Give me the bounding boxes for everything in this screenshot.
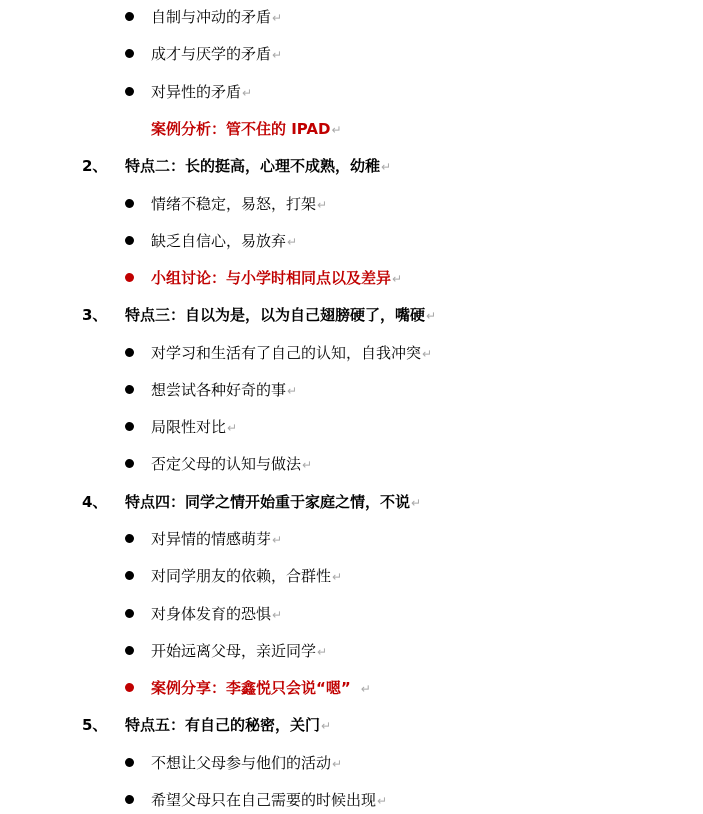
bullet-icon (125, 609, 134, 618)
list-item-text: 对身体发育的恐惧 (151, 605, 272, 623)
bullet-icon (125, 459, 134, 468)
bullet-icon (125, 758, 134, 767)
list-item-text: 对异情的情感萌芽 (151, 530, 272, 548)
paragraph-mark-icon: ↵ (272, 608, 283, 622)
section-heading-text: 特点五：有自己的秘密，关门 (125, 716, 321, 734)
bullet-icon (125, 49, 134, 58)
case-share-text: 案例分享：李鑫悦只会说“嗯” (151, 679, 351, 697)
list-item-text: 不想让父母参与他们的活动 (151, 754, 332, 772)
paragraph-mark-icon: ↵ (317, 198, 328, 212)
paragraph-mark-icon: ↵ (381, 160, 392, 174)
bullet-icon (125, 199, 134, 208)
case-note-text: 案例分析：管不住的 IPAD (151, 120, 331, 138)
bullet-icon (125, 273, 134, 282)
list-item-text: 开始远离父母，亲近同学 (151, 642, 317, 660)
paragraph-mark-icon: ↵ (317, 645, 328, 659)
paragraph-mark-icon: ↵ (377, 794, 388, 808)
paragraph-mark-icon: ↵ (272, 11, 283, 25)
section-number: 4、 (82, 493, 108, 511)
section-number: 5、 (82, 716, 108, 734)
paragraph-mark-icon: ↵ (287, 384, 298, 398)
paragraph-mark-icon: ↵ (242, 86, 253, 100)
paragraph-mark-icon: ↵ (332, 570, 343, 584)
paragraph-mark-icon: ↵ (332, 757, 343, 771)
discussion-item-text: 小组讨论：与小学时相同点以及差异 (151, 269, 392, 287)
paragraph-mark-icon: ↵ (272, 533, 283, 547)
bullet-icon (125, 385, 134, 394)
paragraph-mark-icon: ↵ (321, 719, 332, 733)
list-item-text: 成才与厌学的矛盾 (151, 45, 272, 63)
paragraph-mark-icon: ↵ (426, 309, 437, 323)
bullet-icon (125, 236, 134, 245)
paragraph-mark-icon: ↵ (422, 347, 433, 361)
list-item-text: 对同学朋友的依赖，合群性 (151, 567, 332, 585)
paragraph-mark-icon: ↵ (331, 123, 342, 137)
bullet-icon (125, 87, 134, 96)
paragraph-mark-icon: ↵ (287, 235, 298, 249)
bullet-icon (125, 646, 134, 655)
paragraph-mark-icon: ↵ (302, 458, 313, 472)
list-item-text: 想尝试各种好奇的事 (151, 381, 287, 399)
list-item-text: 缺乏自信心，易放弃 (151, 232, 287, 250)
section-heading-text: 特点三：自以为是，以为自己翅膀硬了，嘴硬 (125, 306, 426, 324)
paragraph-mark-icon: ↵ (392, 272, 403, 286)
list-item-text: 自制与冲动的矛盾 (151, 8, 272, 26)
bullet-icon (125, 422, 134, 431)
section-heading-text: 特点二：长的挺高，心理不成熟，幼稚 (125, 157, 381, 175)
bullet-icon (125, 348, 134, 357)
paragraph-mark-icon: ↵ (360, 682, 371, 696)
list-item-text: 对学习和生活有了自己的认知，自我冲突 (151, 344, 422, 362)
bullet-icon (125, 571, 134, 580)
paragraph-mark-icon: ↵ (411, 496, 422, 510)
list-item-text: 局限性对比 (151, 418, 227, 436)
bullet-icon (125, 534, 134, 543)
section-number: 3、 (82, 306, 108, 324)
bullet-icon (125, 795, 134, 804)
list-item-text: 情绪不稳定，易怒，打架 (151, 195, 317, 213)
section-number: 2、 (82, 157, 108, 175)
list-item-text: 希望父母只在自己需要的时候出现 (151, 791, 377, 809)
section-heading-text: 特点四：同学之情开始重于家庭之情，不说 (125, 493, 411, 511)
paragraph-mark-icon: ↵ (227, 421, 238, 435)
bullet-icon (125, 12, 134, 21)
bullet-icon (125, 683, 134, 692)
paragraph-mark-icon: ↵ (272, 48, 283, 62)
list-item-text: 对异性的矛盾 (151, 83, 242, 101)
list-item-text: 否定父母的认知与做法 (151, 455, 302, 473)
